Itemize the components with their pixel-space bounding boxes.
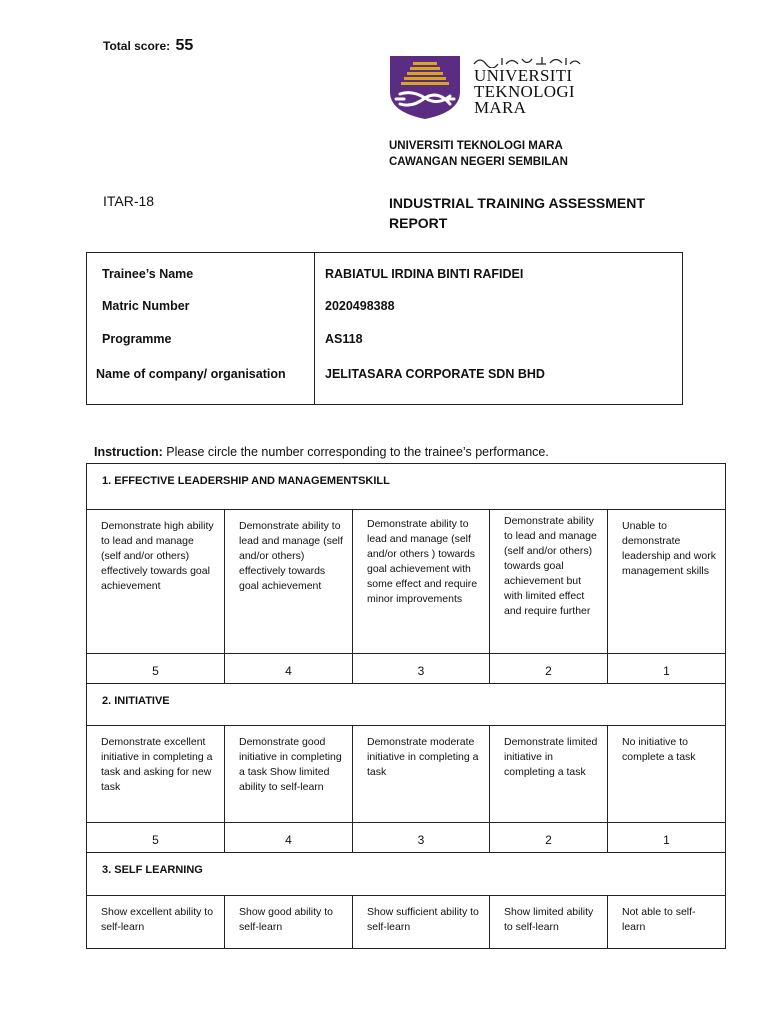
descriptor-cell: Unable to demonstrate leadership and work management skills bbox=[607, 510, 725, 653]
score-option[interactable]: 4 bbox=[224, 654, 352, 683]
logo-line-3: MARA bbox=[474, 98, 527, 117]
university-name: UNIVERSITI TEKNOLOGI MARA bbox=[389, 140, 563, 152]
score-option[interactable]: 4 bbox=[224, 823, 352, 852]
score-option[interactable]: 2 bbox=[489, 823, 607, 852]
descriptor-row bbox=[87, 726, 725, 823]
descriptor-cell: Demonstrate excellent initiative in completing a task and asking for new task bbox=[101, 736, 213, 793]
info-label: Programme bbox=[102, 331, 172, 346]
descriptor-cell: Demonstrate good initiative in completing a task Show limited ability to self-learn bbox=[224, 726, 352, 822]
score-option[interactable]: 1 bbox=[607, 654, 725, 683]
score-option[interactable]: 3 bbox=[352, 823, 489, 852]
descriptor-cell: Show excellent ability to self-learn bbox=[101, 906, 214, 933]
university-branch: CAWANGAN NEGERI SEMBILAN bbox=[389, 156, 568, 168]
total-score bbox=[103, 37, 193, 55]
university-block bbox=[389, 138, 568, 170]
descriptor-cell: Demonstrate moderate initiative in completing a task bbox=[352, 726, 489, 822]
uitm-shield-icon bbox=[388, 54, 462, 120]
info-label: Name of company/ organisation bbox=[96, 366, 286, 381]
logo-line-1: UNIVERSITI bbox=[474, 66, 573, 85]
info-value: AS118 bbox=[315, 323, 683, 355]
descriptor-row bbox=[87, 896, 725, 948]
descriptor-cell: Demonstrate ability to lead and manage (self and/or others ) towards goal achievement with some effect and require minor improvements bbox=[352, 510, 489, 653]
info-row bbox=[87, 289, 683, 323]
descriptor-cell: Show sufficient ability to self-learn bbox=[352, 896, 489, 948]
descriptor-cell: Demonstrate high ability to lead and manage (self and/or others) effectively towards goal achievement bbox=[101, 520, 214, 592]
score-option[interactable]: 1 bbox=[607, 823, 725, 852]
total-score-value: 55 bbox=[175, 37, 194, 54]
form-code: ITAR-18 bbox=[103, 193, 155, 209]
info-value: JELITASARA CORPORATE SDN BHD bbox=[315, 355, 683, 405]
instruction-text: Please circle the number corresponding to the trainee’s performance. bbox=[166, 445, 549, 459]
info-row bbox=[87, 355, 683, 405]
info-label: Trainee’s Name bbox=[102, 266, 194, 281]
section-title: 3. SELF LEARNING bbox=[87, 853, 725, 896]
assessment-rubric bbox=[86, 463, 726, 949]
descriptor-cell: Demonstrate ability to lead and manage (self and/or others) towards goal achievement but with limited effect and require further bbox=[489, 510, 607, 653]
score-row bbox=[87, 823, 725, 853]
logo-line-2: TEKNOLOGI bbox=[474, 82, 575, 101]
score-option[interactable]: 5 bbox=[152, 664, 159, 678]
section-title: 2. INITIATIVE bbox=[87, 684, 725, 726]
logo-wordmark bbox=[474, 68, 575, 116]
info-label: Matric Number bbox=[102, 298, 190, 313]
total-score-label: Total score: bbox=[103, 39, 171, 53]
instruction bbox=[94, 445, 549, 459]
section-title: 1. EFFECTIVE LEADERSHIP AND MANAGEMENTSKILL bbox=[87, 464, 725, 510]
score-option[interactable]: 5 bbox=[152, 833, 159, 847]
score-row bbox=[87, 654, 725, 684]
descriptor-cell: No initiative to complete a task bbox=[607, 726, 725, 822]
descriptor-cell: Show limited ability to self-learn bbox=[489, 896, 607, 948]
info-row bbox=[87, 323, 683, 355]
descriptor-row bbox=[87, 510, 725, 654]
info-row bbox=[87, 253, 683, 289]
instruction-label: Instruction: bbox=[94, 445, 163, 459]
info-value: 2020498388 bbox=[315, 289, 683, 323]
info-value: RABIATUL IRDINA BINTI RAFIDEI bbox=[315, 253, 683, 289]
trainee-info-table bbox=[86, 252, 683, 405]
report-title: INDUSTRIAL TRAINING ASSESSMENT REPORT bbox=[389, 195, 645, 231]
uitm-logo bbox=[388, 54, 588, 120]
descriptor-cell: Not able to self-learn bbox=[607, 896, 725, 948]
score-option[interactable]: 2 bbox=[489, 654, 607, 683]
descriptor-cell: Demonstrate limited initiative in completing a task bbox=[489, 726, 607, 822]
score-option[interactable]: 3 bbox=[352, 654, 489, 683]
descriptor-cell: Demonstrate ability to lead and manage (self and/or others) effectively towards goal achievement bbox=[224, 510, 352, 653]
descriptor-cell: Show good ability to self-learn bbox=[224, 896, 352, 948]
